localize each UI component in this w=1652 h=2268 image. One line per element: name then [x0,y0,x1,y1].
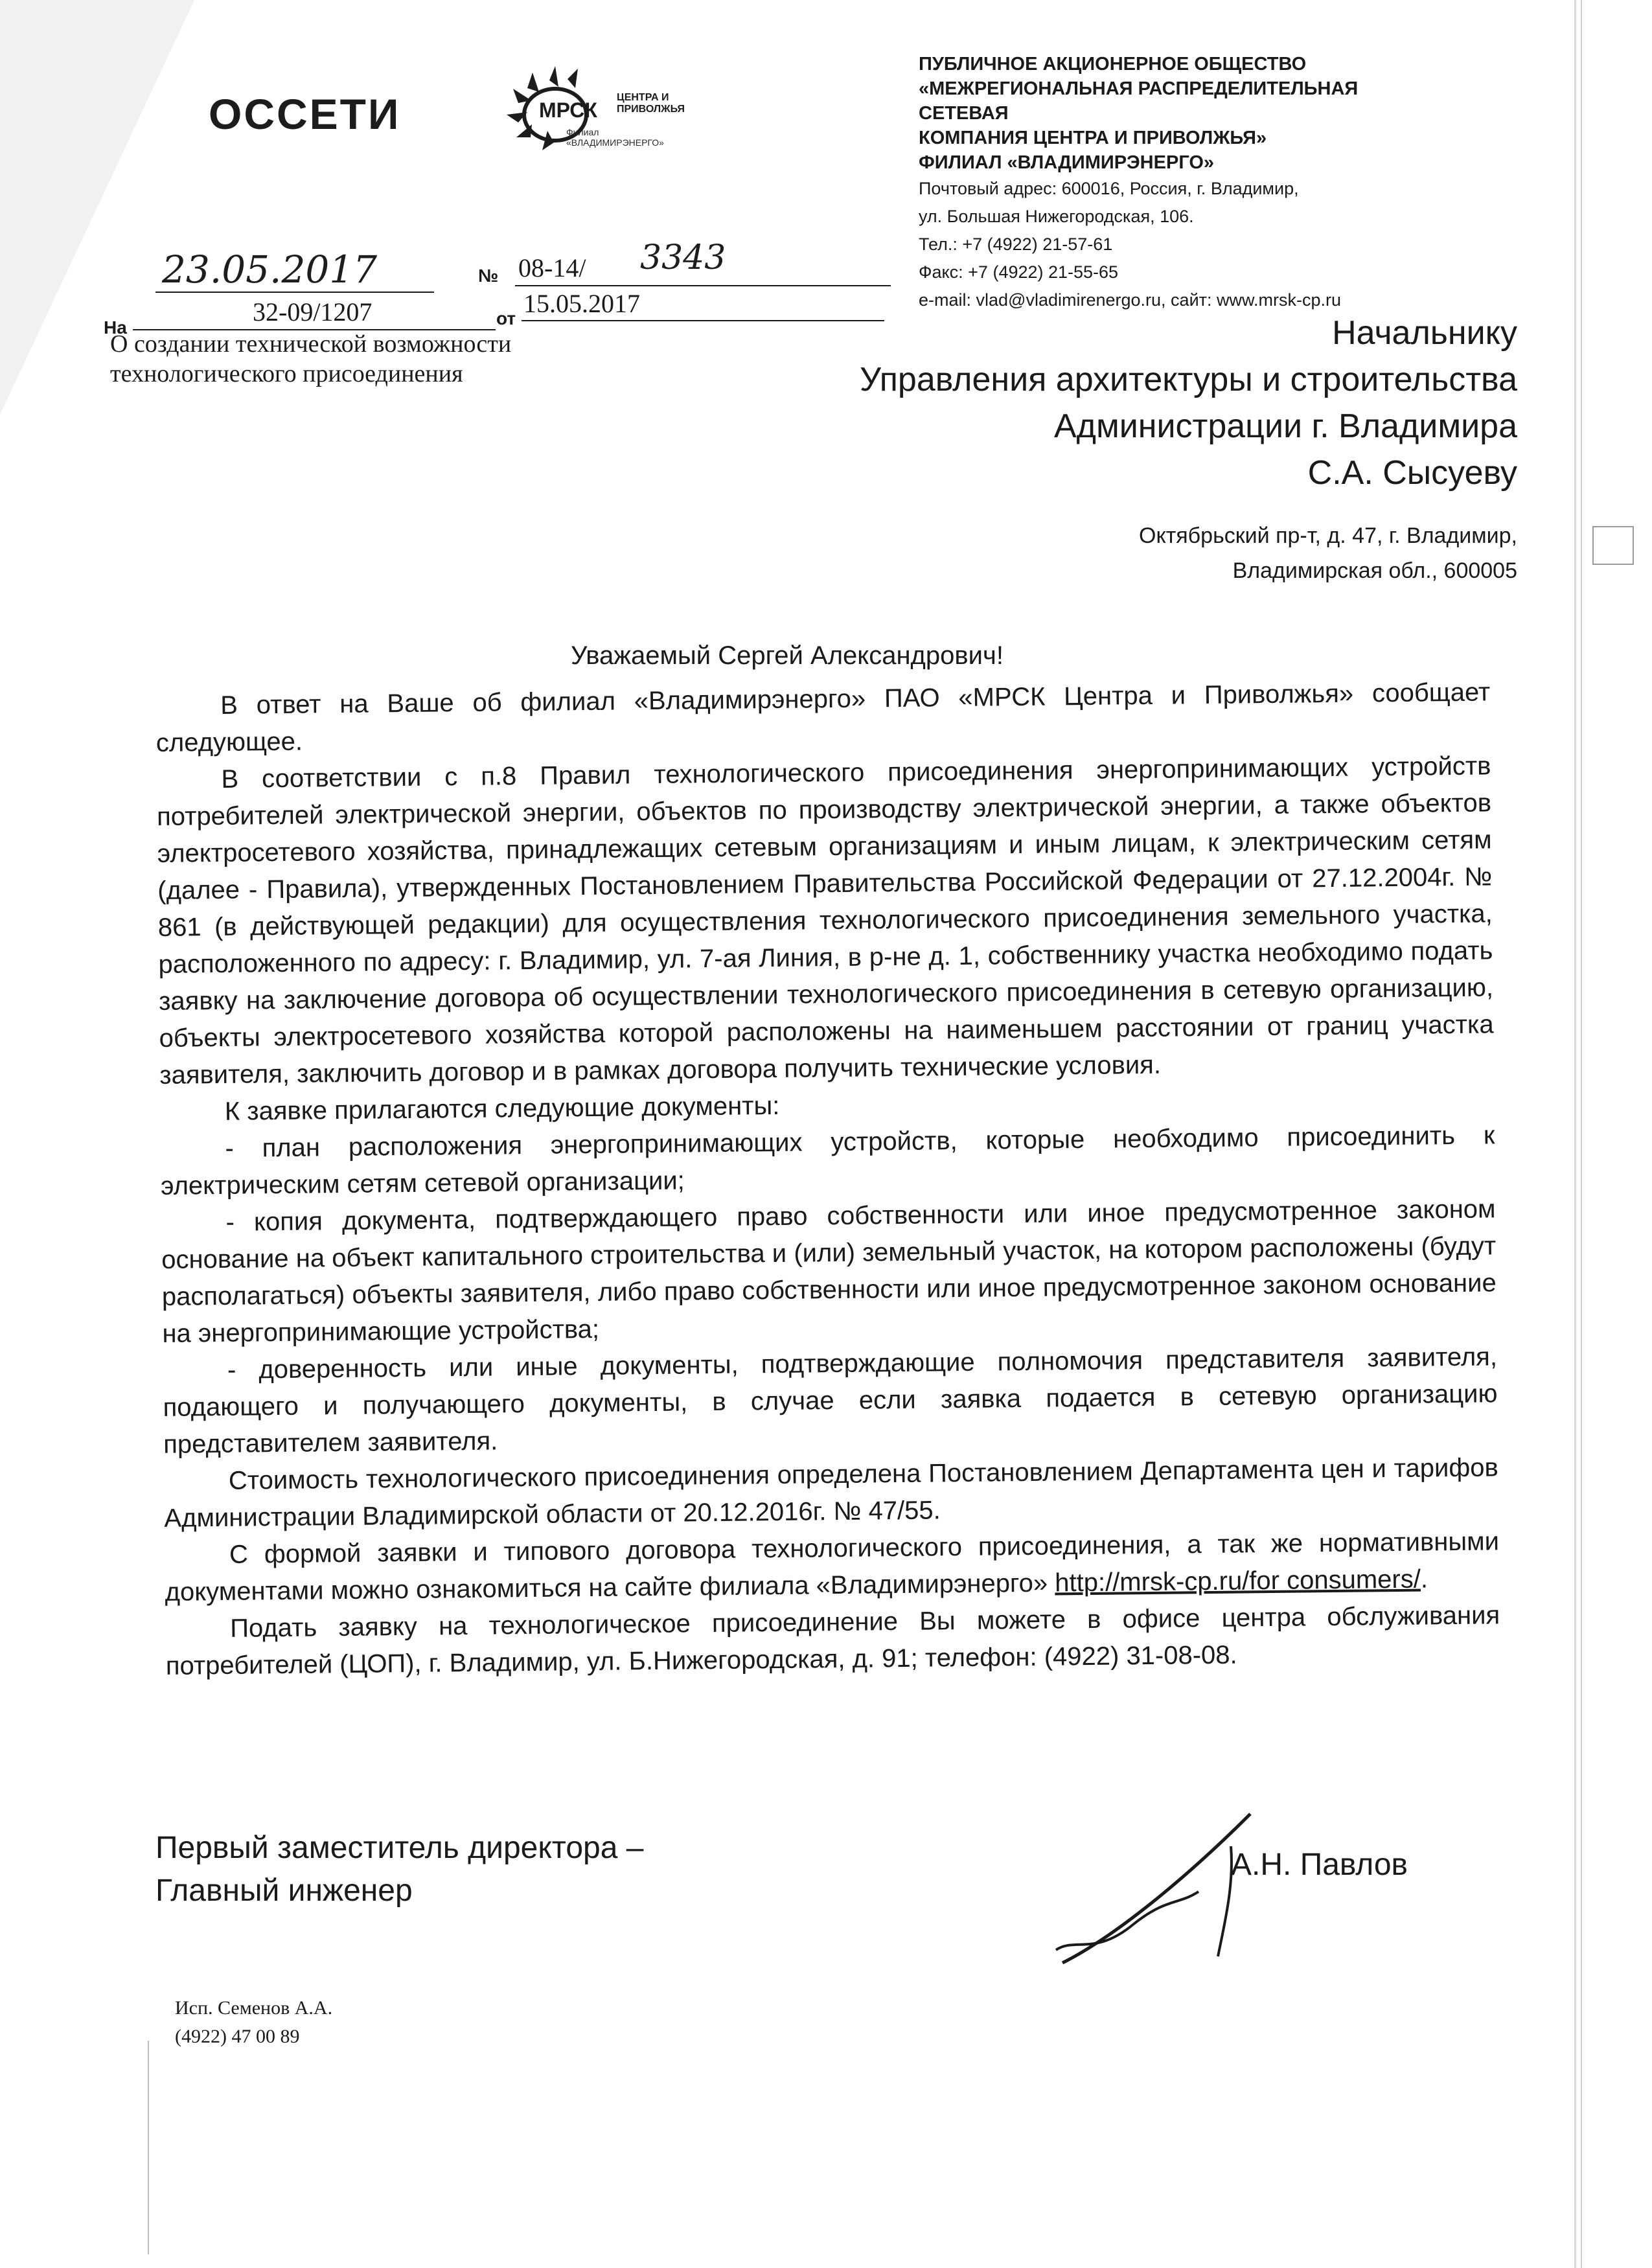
incoming-number: 32-09/1207 [253,297,373,326]
paragraph: Стоимость технологического присоединения определена Постановлением Департамента цен и тарифов Администрации Владимирской области от 20.12.2016г. № 47/55. [164,1453,1498,1533]
paragraph: Подать заявку на технологическое присоединение Вы можете в офисе центра обслуживания потребителей (ЦОП), г. Владимир, ул. Б.Нижегородская, д. 91; телефон: (4922) 31-08-08. [165,1601,1500,1680]
paragraph: В ответ на Ваше об филиал «Владимирэнерго» ПАО «МРСК Центра и Приволжья» сообщает следующее. [155,678,1491,757]
contact-line: ул. Большая Нижегородская, 106. [919,207,1194,226]
link-paragraph-text: С формой заявки и типового договора технологического присоединения, а так же нормативными документами можно ознакомиться на сайте филиала «Владимирэнерго» [165,1527,1500,1607]
signatory-title-line: Главный инженер [155,1873,413,1908]
executor-phone: (4922) 47 00 89 [175,2026,300,2047]
contact-line: Почтовый адрес: 600016, Россия, г. Владимир, [919,179,1299,198]
addressee-line: С.А. Сысуеву [1307,454,1517,492]
addressee-line: Начальнику [1332,314,1517,352]
mrsk-consumers-link[interactable]: http://mrsk-cp.ru/for consumers/ [1055,1564,1421,1598]
paragraph-with-link [165,1523,1500,1611]
logo-main-text: МРСК [539,98,597,122]
link-paragraph-tail: . [1420,1564,1428,1594]
addressee-block [675,310,1517,496]
company-line: «МЕЖРЕГИОНАЛЬНАЯ РАСПРЕДЕЛИТЕЛЬНАЯ СЕТЕВАЯ [919,78,1359,124]
paragraph: - план расположения энергопринимающих устройств, которые необходимо присоединить к электрическим сетям сетевой организации; [160,1121,1495,1200]
mrsk-logo [494,60,696,157]
paragraph: - доверенность или иные документы, подтверждающие полномочия представителя заявителя, подающего и получающего документы, в случае если заявка подается в сетевую организацию представителем заявителя. [163,1342,1498,1459]
margin-box [1592,526,1634,565]
signatory-title [155,1827,643,1912]
outgoing-number: 08-14/ [518,253,586,282]
executor-name: Исп. Семенов А.А. [175,1997,333,2019]
contact-line: Тел.: +7 (4922) 21-57-61 [919,235,1113,254]
signatory-name: А.Н. Павлов [1231,1848,1408,1882]
contact-line: e-mail: vlad@vladimirenergo.ru, сайт: www.mrsk-cp.ru [919,290,1342,310]
no-label: № [478,266,499,286]
paragraph: - копия документа, подтверждающего право собственности или иное предусмотренное законом основание на объект капитального строительства и (или) земельный участок, на котором расположены (будут располагаться) объекты заявителя, либо право собственности или иное предусмотренное законом основание на энергопринимающие устройства; [161,1195,1497,1348]
date-underline [155,292,434,293]
paragraph: К заявке прилагаются следующие документы: [224,1091,780,1126]
on-label: На [104,317,127,338]
company-block [919,52,1437,314]
handwritten-signature [1037,1807,1309,1976]
addressee-line: Администрации г. Владимира [1053,407,1517,445]
contact-line: Факс: +7 (4922) 21-55-65 [919,262,1119,282]
address-line: Октябрьский пр-т, д. 47, г. Владимир, [1139,523,1517,548]
letter-body [155,674,1500,1684]
page-edge [1581,0,1582,2268]
letter-subject: О создании технической возможности технологического присоединения [110,330,512,387]
executor-block [175,1994,332,2051]
greeting: Уважаемый Сергей Александрович! [571,641,1004,670]
logo-small-text: Филиал «ВЛАДИМИРЭНЕРГО» [566,127,664,148]
paragraph: В соответствии с п.8 Правил технологического присоединения энергопринимающих устройств потребителей электрической энергии, объектов по производству электрической энергии, а также объектов электросетевого хозяйства, принадлежащих сетевым организациям и иным лицам, к электрическим сетям (далее - Правила), утвержденных Постановлением Правительства Российской Федерации от 27.12.2004г. № 861 (в действующей редакции) для осуществления технологического присоединения земельного участка, расположенного по адресу: г. Владимир, ул. 7-ая Линия, в р-не д. 1, собственнику участка необходимо подать заявку на заключение договора об осуществлении технологического присоединения в сетевую организацию, объекты электросетевого хозяйства которой расположены на наименьшем расстоянии от границ участка заявителя, заключить договор и в рамках договора получить технические условия. [156,751,1494,1090]
company-line: КОМПАНИЯ ЦЕНТРА И ПРИВОЛЖЬЯ» [919,128,1267,148]
addressee-address [675,518,1517,588]
addressee-line: Управления архитектуры и строительства [860,361,1517,398]
incoming-date: 15.05.2017 [523,289,640,318]
registration-date: 23.05.2017 [162,247,378,292]
signatory-title-line: Первый заместитель директора – [155,1831,644,1865]
scan-edge-line [148,2041,149,2254]
number-underline [515,285,891,286]
company-line: ФИЛИАЛ «ВЛАДИМИРЭНЕРГО» [919,152,1215,173]
outgoing-number-handwritten: 3343 [640,238,726,277]
company-line: ПУБЛИЧНОЕ АКЦИОНЕРНОЕ ОБЩЕСТВО [919,54,1307,74]
logo-sup-text: ЦЕНТРА И ПРИВОЛЖЬЯ [617,92,685,115]
rosseti-logo: ОССЕТИ [209,90,401,138]
from-label: от [496,308,516,328]
address-line: Владимирская обл., 600005 [1232,558,1517,583]
